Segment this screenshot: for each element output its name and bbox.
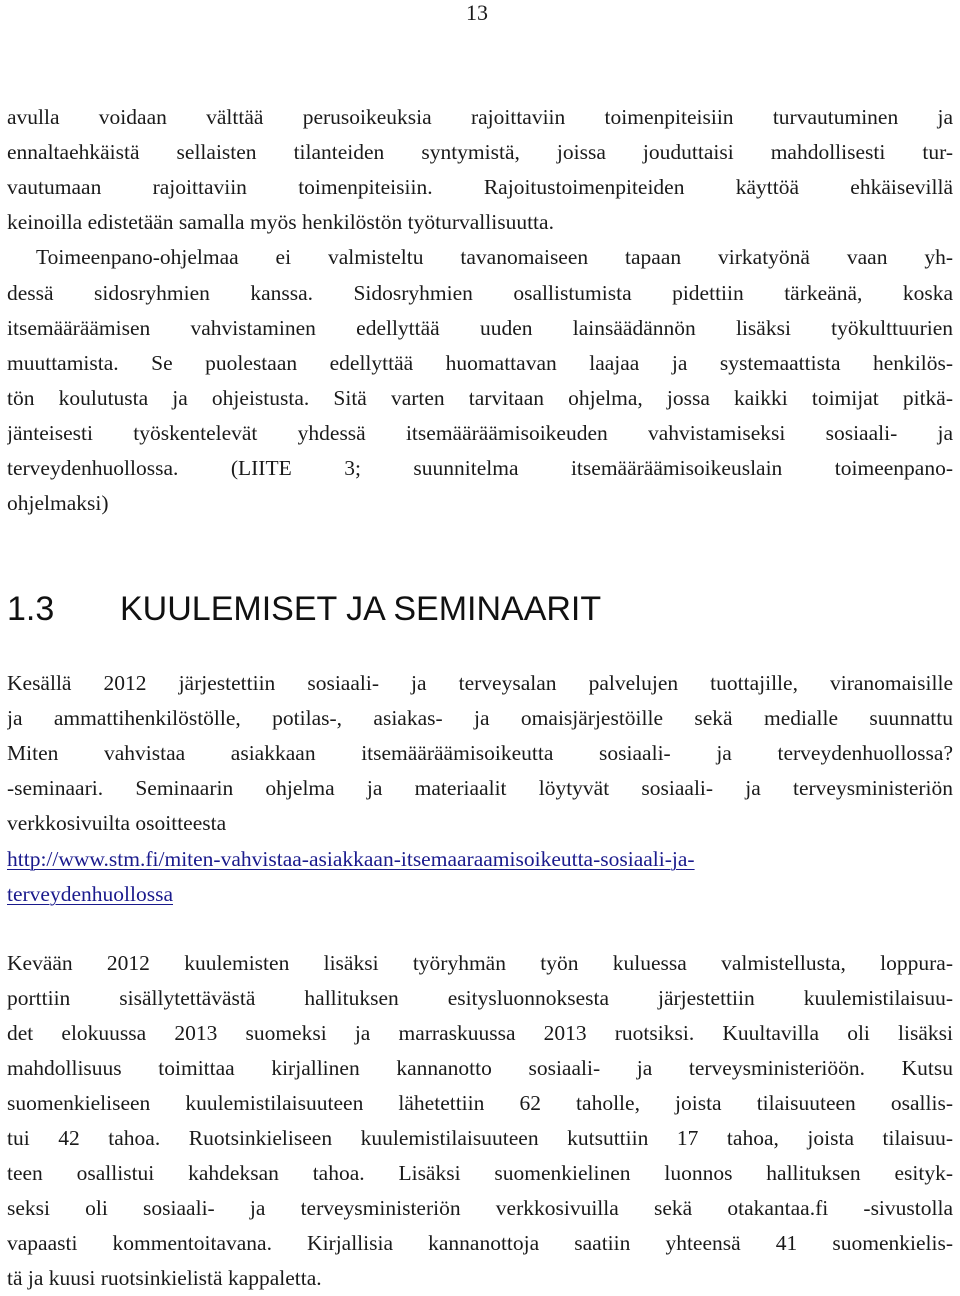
text-line: -seminaari. Seminaarin ohjelma ja materiaalit löytyvät sosiaali- ja terveysministeriön — [7, 776, 953, 800]
text-line: seksi oli sosiaali- ja terveysministeriön verkkosivuilla sekä otakantaa.fi -sivustolla — [7, 1196, 953, 1220]
text-line: Miten vahvistaa asiakkaan itsemääräämisoikeutta sosiaali- ja terveydenhuollossa? — [7, 741, 953, 765]
text-line: ennaltaehkäistä sellaisten tilanteiden syntymistä, joissa jouduttaisi mahdollisesti tur- — [7, 140, 953, 164]
text-line: itsemääräämisen vahvistaminen edellyttää uuden lainsäädännön lisäksi työkulttuurien — [7, 316, 953, 340]
text-line: avulla voidaan välttää perusoikeuksia rajoittaviin toimenpiteisiin turvautuminen ja — [7, 105, 953, 129]
text-line: suomenkieliseen kuulemistilaisuuteen lähetettiin 62 taholle, joista tilaisuuteen osallis- — [7, 1091, 953, 1115]
text-line: Toimeenpano-ohjelmaa ei valmisteltu tavanomaiseen tapaan virkatyönä vaan yh- — [36, 245, 953, 269]
text-line: ohjelmaksi) — [7, 491, 109, 515]
text-line: det elokuussa 2013 suomeksi ja marraskuussa 2013 ruotsiksi. Kuultavilla oli lisäksi — [7, 1021, 953, 1045]
text-line: tui 42 tahoa. Ruotsinkieliseen kuulemistilaisuuteen kutsuttiin 17 tahoa, joista tilaisuu- — [7, 1126, 953, 1150]
seminar-link-line-1[interactable]: http://www.stm.fi/miten-vahvistaa-asiakkaan-itsemaaraamisoikeutta-sosiaali-ja- — [7, 847, 695, 871]
section-title: KUULEMISET JA SEMINAARIT — [120, 590, 602, 628]
text-line: terveydenhuollossa. (LIITE 3; suunnitelma itsemääräämisoikeuslain toimeenpano- — [7, 456, 953, 480]
page-number: 13 — [466, 0, 488, 25]
seminar-link[interactable] — [7, 842, 953, 876]
text-line: verkkosivuilta osoitteesta — [7, 811, 227, 835]
section-number: 1.3 — [7, 590, 55, 628]
text-line: ja ammattihenkilöstölle, potilas-, asiakas- ja omaisjärjestöille sekä medialle suunnattu — [7, 706, 953, 730]
text-line: jänteisesti työskentelevät yhdessä itsemääräämisoikeuden vahvistamiseksi sosiaali- ja — [7, 421, 953, 445]
section-heading — [7, 585, 601, 633]
text-line: vapaasti kommentoitavana. Kirjallisia kannanottoja saatiin yhteensä 41 suomenkielis- — [7, 1231, 953, 1255]
text-line: Kevään 2012 kuulemisten lisäksi työryhmän työn kuluessa valmistellusta, loppura- — [7, 951, 953, 975]
text-line: Kesällä 2012 järjestettiin sosiaali- ja terveysalan palvelujen tuottajille, viranomaisille — [7, 671, 953, 695]
text-line: porttiin sisällytettävästä hallituksen esitysluonnoksesta järjestettiin kuulemistilaisuu- — [7, 986, 953, 1010]
text-line: vautumaan rajoittaviin toimenpiteisiin. Rajoitustoimenpiteiden käyttöä ehkäisevillä — [7, 175, 953, 199]
text-line: muuttamista. Se puolestaan edellyttää huomattavan laajaa ja systemaattista henkilös- — [7, 351, 953, 375]
text-line: keinoilla edistetään samalla myös henkilöstön työturvallisuutta. — [7, 210, 554, 234]
text-line: teen osallistui kahdeksan tahoa. Lisäksi suomenkielinen luonnos hallituksen esityk- — [7, 1161, 953, 1185]
seminar-link-line-2[interactable]: terveydenhuollossa — [7, 882, 173, 906]
text-line: dessä sidosryhmien kanssa. Sidosryhmien osallistumista pidettiin tärkeänä, koska — [7, 281, 953, 305]
text-line: tä ja kuusi ruotsinkielistä kappaletta. — [7, 1266, 322, 1290]
seminar-link-continued[interactable] — [7, 877, 953, 911]
text-line: mahdollisuus toimittaa kirjallinen kannanotto sosiaali- ja terveysministeriöön. Kutsu — [7, 1056, 953, 1080]
text-line: tön koulutusta ja ohjeistusta. Sitä varten tarvitaan ohjelma, jossa kaikki toimijat pitkä- — [7, 386, 953, 410]
